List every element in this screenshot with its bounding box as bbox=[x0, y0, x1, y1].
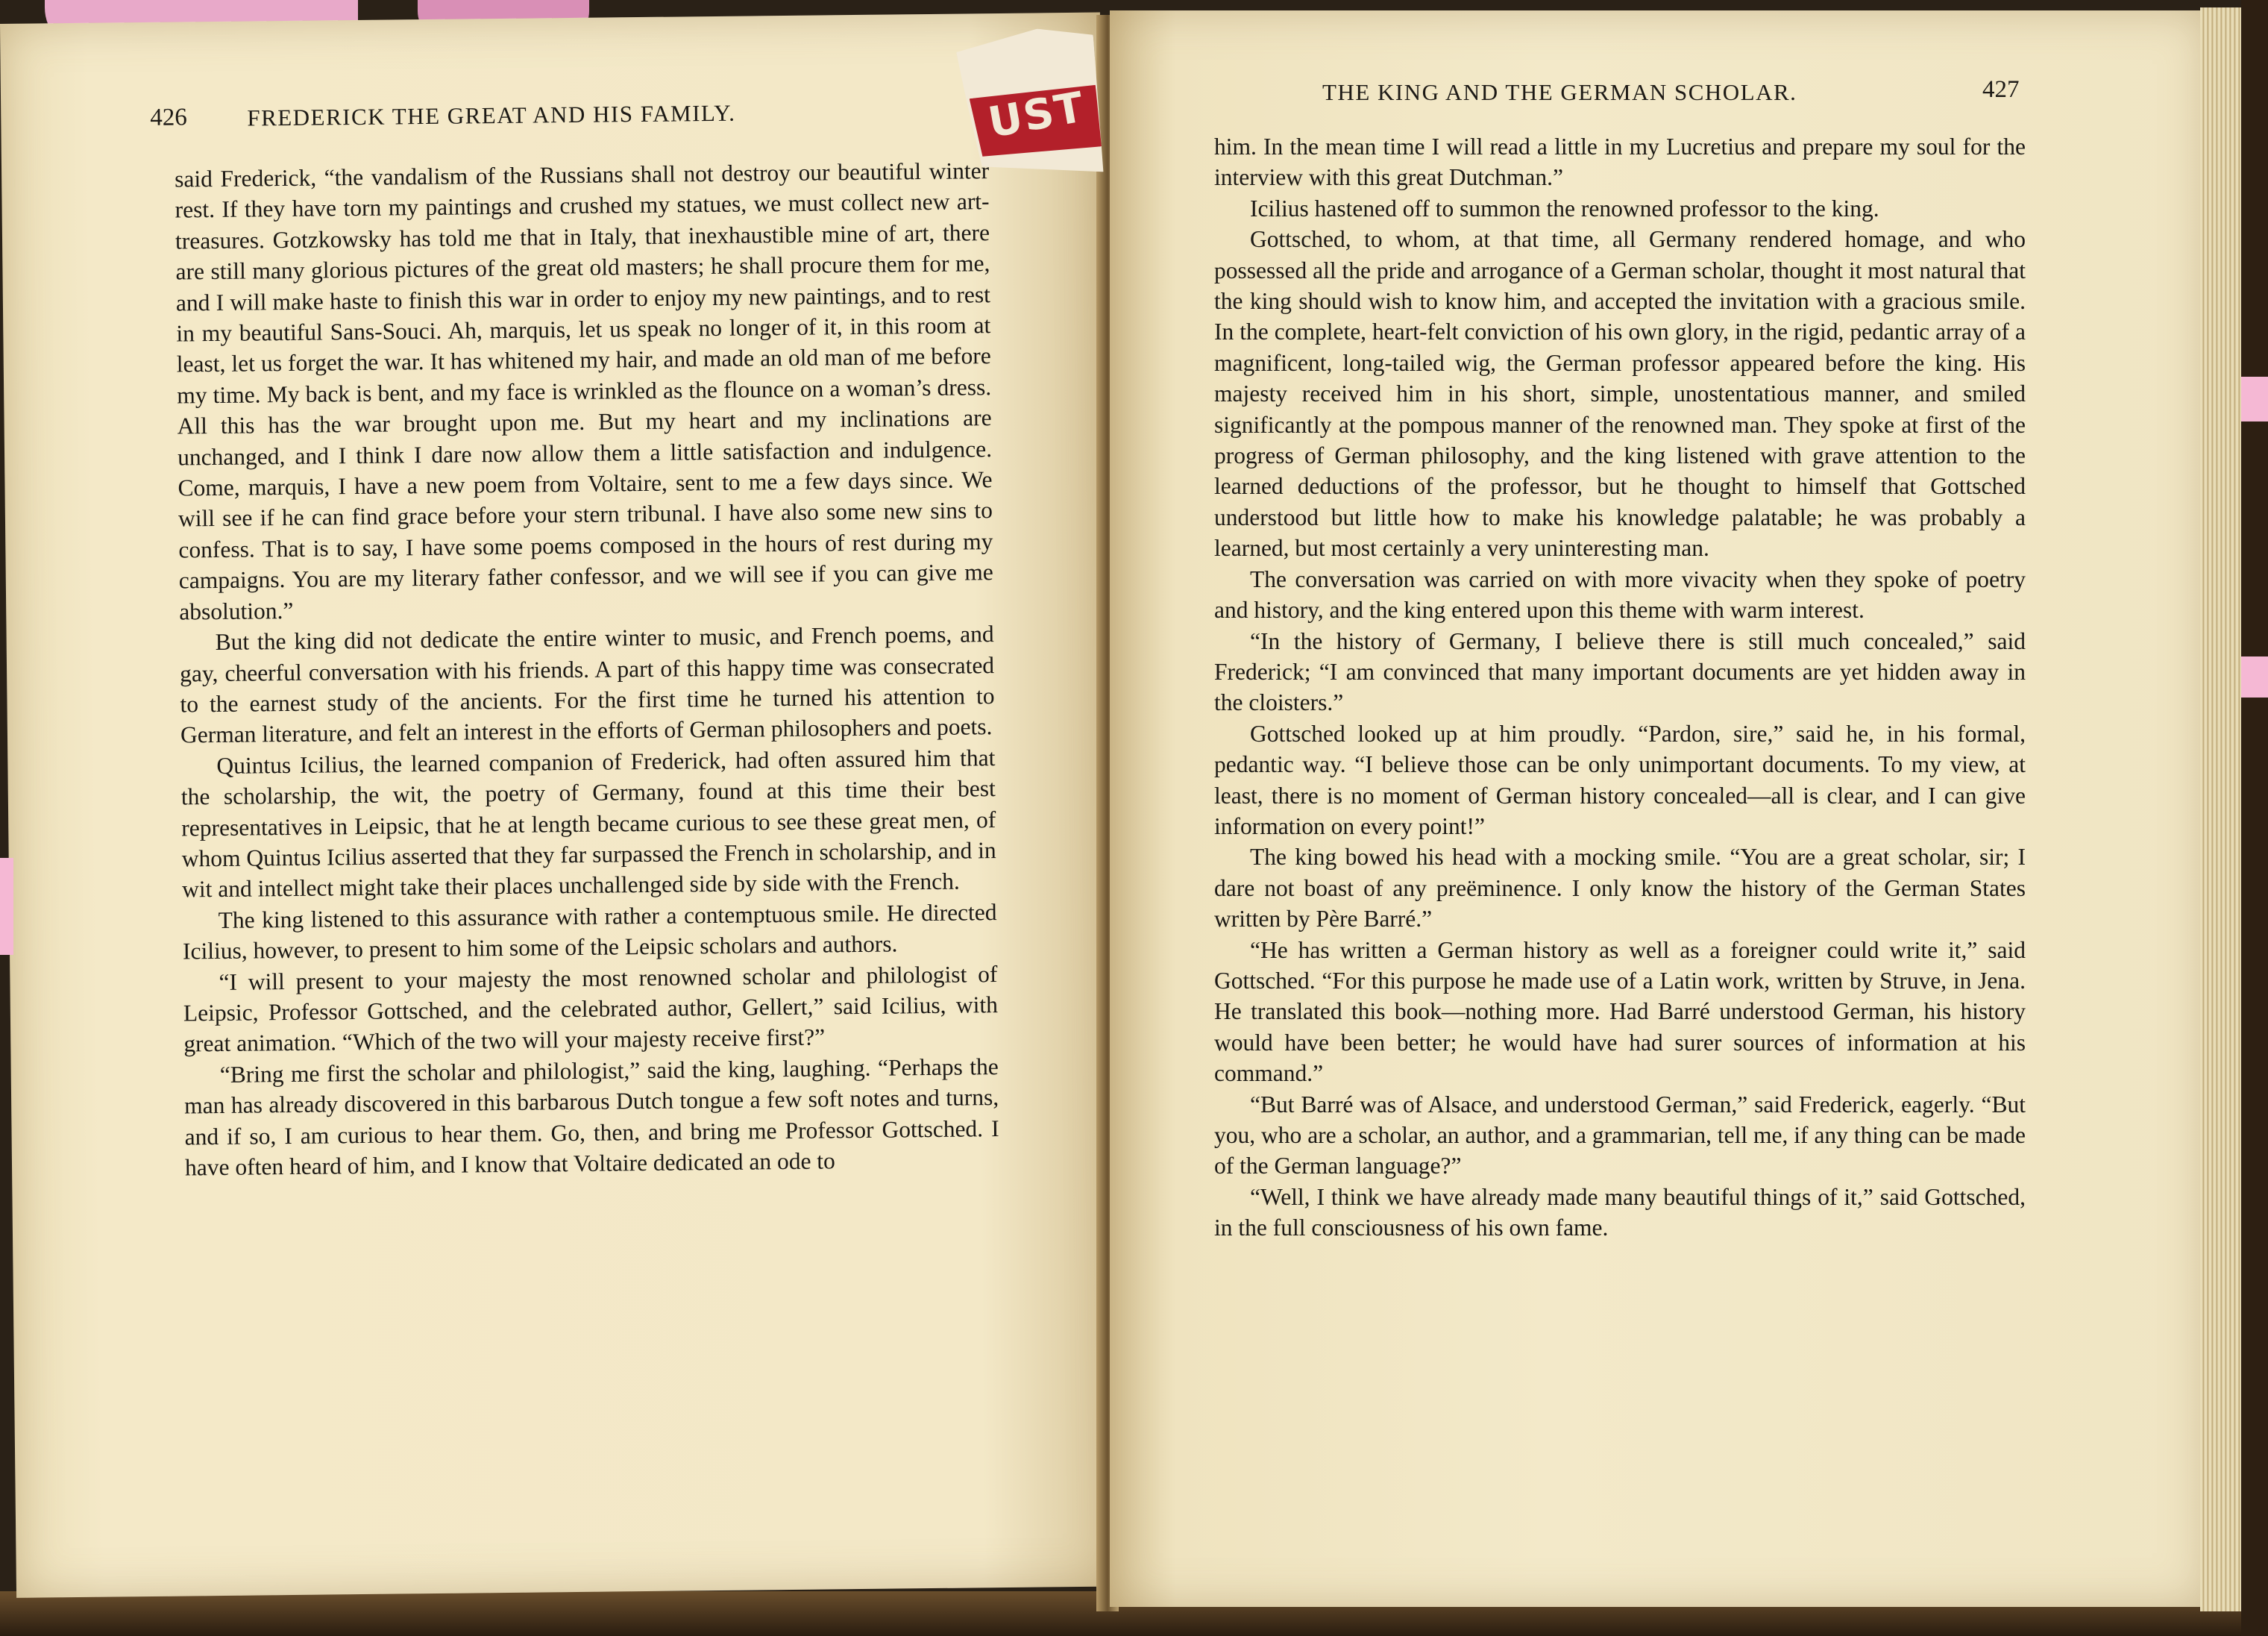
page-edges bbox=[2200, 7, 2245, 1611]
right-page bbox=[1110, 10, 2206, 1607]
left-page bbox=[0, 13, 1116, 1598]
right-page-number: 427 bbox=[1982, 76, 2020, 103]
paragraph: him. In the mean time I will read a little in my Lucretius and prepare my soul for the interview with this great Dutchman.” bbox=[1214, 134, 2026, 191]
paragraph: “He has written a German history as well as a foreigner could write it,” said Gottsched. “For this purpose he made use of a Latin work, written by Struve, in Jena. He translated this book—nothing more. Had Barré understood German, his history would have been better; he would have had surer sources of information at his command.” bbox=[1214, 936, 2026, 1087]
paragraph: “I will present to your majesty the most renowned scholar and philologist of Leipsic, Professor Gottsched, and the celebrated author, Gellert,” said Icilius, with great animation. “Which of the two will your majesty receive first?” bbox=[183, 960, 999, 1057]
paragraph: said Frederick, “the vandalism of the Russians shall not destroy our beautiful winter rest. If they have torn my paintings and crushed my statues, we must collect new art-treasures. Gotzkowsky has told me that in Italy, that inexhaustible mine of art, there are still many glorious pictures of the great old masters; he shall procure them for me, and I will make haste to finish this war in order to enjoy my new paintings, and to rest in my beautiful Sans-Souci. Ah, marquis, let us speak no longer of it, in this room at least, let us forget the war. It has whitened my hair, and made an old man of me before my time. My back is bent, and my face is wrinkled as the flounce on a woman’s dress. All this has the war brought upon me. But my heart and my inclinations are unchanged, and I think I dare now allow them a little satisfaction and indulgence. Come, marquis, I have a new poem from Voltaire, sent to me a few days since. We will see if he can find grace before your stern tribunal. I have also some new sins to confess. That is to say, I have some poems composed in the hours of rest during my campaigns. You are my literary father confessor, and we will see if you can give me absolution.” bbox=[175, 157, 993, 625]
paragraph: Icilius hastened off to summon the renowned professor to the king. bbox=[1250, 195, 1879, 222]
left-running-head: FREDERICK THE GREAT AND HIS FAMILY. bbox=[247, 99, 736, 131]
clipping-label: UST bbox=[984, 83, 1089, 148]
bookmark-tab bbox=[2241, 377, 2268, 421]
paragraph: Quintus Icilius, the learned companion of Frederick, had often assured him that the scholarship, the wit, the poetry of Germany, found at this time their best representatives in Leipsic, that he at length became curious to see these great men, of whom Quintus Icilius asserted that they far surpassed the French in scholarship, and in wit and intellect might take their places unchallenged side by side with the French. bbox=[180, 744, 996, 903]
paragraph: The conversation was carried on with more vivacity when they spoke of poetry and history, and the king entered upon this theme with warm interest. bbox=[1214, 565, 2026, 624]
paragraph: But the king did not dedicate the entire winter to music, and French poems, and gay, cheerful conversation with his friends. A part of this happy time was consecrated to the earnest study of the ancients. For the first time he turned his attention to German literature, and felt an interest in the efforts of German philosophers and poets. bbox=[179, 621, 995, 748]
right-running-head: THE KING AND THE GERMAN SCHOLAR. bbox=[1322, 79, 1797, 105]
paragraph: “But Barré was of Alsace, and understood German,” said Frederick, eagerly. “But you, who are a scholar, an author, and a grammarian, tell me, if any thing can be made of the German language?” bbox=[1214, 1091, 2026, 1179]
left-page-body bbox=[175, 155, 999, 1183]
bookmark-tab bbox=[0, 858, 13, 955]
paragraph: “Well, I think we have already made many beautiful things of it,” said Gottsched, in the full consciousness of his own fame. bbox=[1214, 1183, 2026, 1241]
paragraph: “Bring me first the scholar and philologist,” said the king, laughing. “Perhaps the man has already discovered in this barbarous Dutch tongue a few soft notes and turns, and if so, I am curious to hear them. Go, then, and bring me Professor Gottsched. I have often heard of him, and I know that Voltaire dedicated an ode to bbox=[184, 1053, 999, 1181]
book-cover-edge bbox=[2241, 0, 2268, 1636]
left-page-number: 426 bbox=[150, 104, 188, 131]
paragraph: Gottsched, to whom, at that time, all Germany rendered homage, and who possessed all the pride and arrogance of a German scholar, thought it most natural that the king should wish to know him, and accepted the invitation with a gracious smile. In the complete, heart-felt conviction of his own glory, in the rigid, pedantic array of a magnificent, long-tailed wig, the German professor appeared before the king. His majesty received him in his short, simple, unostentatious manner, and smiled significantly at the pompous manner of the renowned man. They spoke at first of the progress of German philosophy, and the king listened with grave attention to the learned deductions of the professor, but he thought to himself that Gottsched understood but little how to make his knowledge palatable; he was probably a learned, but most certainly a very uninteresting man. bbox=[1214, 226, 2026, 562]
bookmark-tab bbox=[2241, 656, 2268, 698]
paragraph: Gottsched looked up at him proudly. “Pardon, sire,” said he, in his formal, pedantic way. “I believe those can be only unimportant documents. To my view, at least, there is no moment of German history concealed—all is clear, and I can give information on every point!” bbox=[1214, 720, 2026, 839]
paragraph: The king bowed his head with a mocking smile. “You are a great scholar, sir; I dare not boast of any preëminence. I only know the history of the German States written by Père Barré.” bbox=[1214, 844, 2026, 933]
paragraph: “In the history of Germany, I believe there is still much concealed,” said Frederick; “I am convinced that many important documents are yet hidden away in the cloisters.” bbox=[1214, 627, 2026, 716]
paragraph: The king listened to this assurance with rather a contemptuous smile. He directed Icilius, however, to present to him some of the Leipsic scholars and authors. bbox=[182, 898, 997, 965]
right-page-body bbox=[1214, 131, 2026, 1244]
